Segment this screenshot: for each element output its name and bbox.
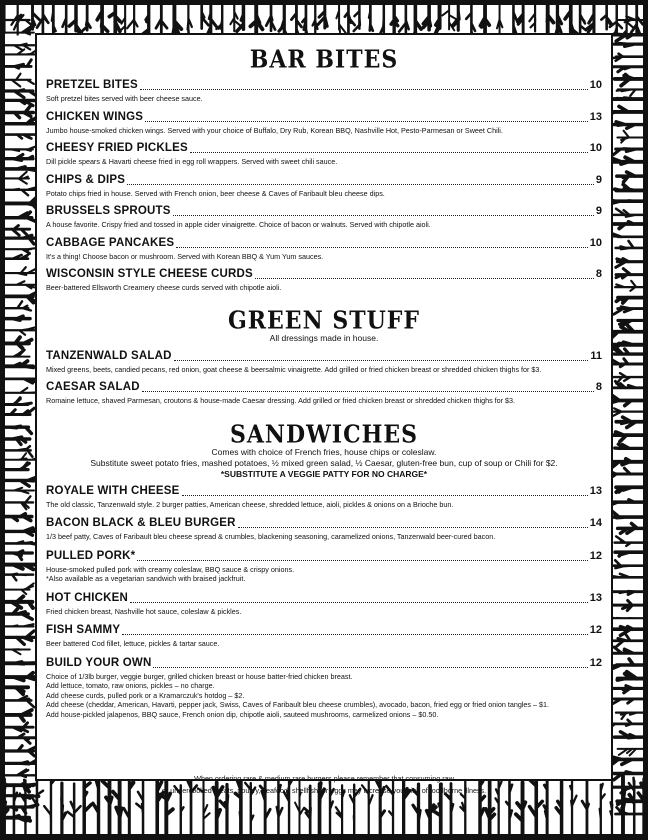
menu-content [46,45,602,719]
dot-leader [137,559,587,561]
menu-item-name: FISH SAMMY [46,624,121,636]
menu-item-description: Jumbo house-smoked chicken wings. Served with your choice of Buffalo, Dry Rub, Korean BBQ, Nashville Hot, Pesto-Parmesan or Sweet Chili. [46,125,503,135]
menu-item-row [46,484,602,499]
dot-leader [238,526,588,528]
menu-item-description: Potato chips fried in house. Served with French onion, beer cheese & Caves of Faribault bleu cheese dips. [46,188,385,198]
menu-item-row [46,78,602,93]
menu-item-row [46,110,602,125]
bar-bites-list [46,78,602,293]
menu-item [46,173,602,199]
bar-bites-section [46,45,602,293]
menu-item-name: WISCONSIN STYLE CHEESE CURDS [46,268,253,280]
tree-ornament [611,98,646,99]
menu-item [46,78,602,104]
menu-item-description: Choice of 1/3lb burger, veggie burger, grilled chicken breast or house batter-fried chicken breast. [46,671,353,681]
menu-item-price: 13 [589,591,602,604]
menu-item [46,516,602,542]
menu-item-description: Romaine lettuce, shaved Parmesan, croutons & house-made Caesar dressing. Add grilled or fried chicken breast or shredded chicken thighs for $3. [46,396,516,405]
menu-item-description: 1/3 beef patty, Caves of Faribault bleu cheese spread & crumbles, blackening seasoning, caramelized onions, Tanzenwald beer-cured bacon. [46,532,496,541]
menu-item [46,141,602,167]
menu-item-description: Dill pickle spears & Havarti cheese fried in egg roll wrappers. Served with sweet chili sauce. [46,157,338,166]
menu-item-description: Mixed greens, beets, candied pecans, red onion, goat cheese & beersalmic vinaigrette. Add grilled or fried chicken breast or shredded chicken thighs for $3. [46,364,542,374]
sandwiches-note-sides: Comes with choice of French fries, house chips or coleslaw. [211,446,437,457]
tree-ornament [2,167,34,170]
menu-item-row [46,516,602,531]
menu-item-row [46,141,602,156]
menu-item-price: 12 [589,656,602,669]
sandwiches-note-veggie: *SUBSTITUTE A VEGGIE PATTY FOR NO CHARGE* [220,468,428,479]
menu-item-price: 8 [595,381,602,393]
menu-item-price: 12 [589,624,602,636]
bar-bites-title: BAR BITES [249,45,399,75]
dot-leader [153,666,587,668]
menu-item-description: House-smoked pulled pork with creamy coleslaw, BBQ sauce & crispy onions. [46,564,295,574]
menu-item-row [46,591,602,606]
dot-leader [127,183,594,185]
menu-item-name: CHICKEN WINGS [46,110,144,123]
sandwiches-title: SANDWICHES [229,420,419,449]
sandwiches-note-substitute: Substitute sweet potato fries, mashed potatoes, ½ mixed green salad, ½ Caesar, gluten-free bun, cup of soup or Chili for $2. [90,457,558,468]
menu-item-name: PRETZEL BITES [46,79,138,91]
menu-item [46,591,602,617]
menu-item-name: CAESAR SALAD [46,381,140,393]
menu-item-name: CHIPS & DIPS [46,173,126,186]
menu-item [46,204,602,230]
tree-ornament [609,617,646,618]
menu-item-price: 12 [589,549,602,562]
menu-item [46,349,602,375]
menu-item-description: *Also available as a vegetarian sandwich with braised jackfruit. [46,574,246,583]
dot-leader [145,120,588,122]
food-safety-footer [0,773,648,797]
menu-item-price: 8 [595,268,602,280]
sandwiches-list [46,484,602,720]
menu-item-description: Soft pretzel bites served with beer cheese sauce. [46,94,203,103]
menu-item-price: 10 [589,142,602,154]
menu-item-name: ROYALE WITH CHEESE [46,484,180,497]
dot-leader [174,359,589,361]
menu-item-name: HOT CHICKEN [46,591,129,604]
menu-item [46,267,602,293]
menu-item-row [46,173,602,188]
menu-item-name: CABBAGE PANCAKES [46,236,175,249]
menu-item-price: 14 [589,517,602,529]
menu-item [46,236,602,262]
menu-item-name: PULLED PORK* [46,549,136,562]
menu-item-description: A house favorite. Crispy fried and tossed in apple cider vinaigrette. Choice of bacon or walnuts. Served with chipotle aioli. [46,220,431,229]
dot-leader [130,601,588,603]
dot-leader [176,246,588,248]
menu-item-description: Beer-battered Ellsworth Creamery cheese curds served with chipotle aioli. [46,283,282,292]
menu-item-price: 13 [589,110,602,123]
menu-item [46,623,602,649]
green-stuff-title: GREEN STUFF [227,306,421,335]
green-stuff-subtitle: All dressings made in house. [269,332,379,343]
menu-item-description: Fried chicken breast, Nashville hot sauce, coleslaw & pickles. [46,606,242,616]
footer-line-1: When ordering rare & medium rare burgers please remember that consuming raw [194,774,454,783]
dot-leader [182,494,588,496]
menu-item-row [46,236,602,251]
menu-item-price: 9 [595,173,602,186]
menu-item-price: 11 [590,349,602,362]
menu-item-description: Beer battered Cod fillet, lettuce, pickles & tartar sauce. [46,639,220,648]
menu-item [46,110,602,136]
menu-item-price: 13 [589,484,602,497]
dot-leader [122,633,588,635]
menu-item-description: Add lettuce, tomato, raw onions, pickles – no charge. [46,681,215,690]
menu-item-name: BACON BLACK & BLEU BURGER [46,517,236,529]
menu-item-row [46,204,602,219]
menu-item-name: CHEESY FRIED PICKLES [46,142,188,154]
dot-leader [190,151,588,153]
menu-item-row [46,656,602,671]
menu-item-row [46,349,602,364]
footer-line-2: or undercooked meats, poultry, seafood, shellfish, or eggs may increase your risk of foodborne illness. [161,786,487,795]
menu-item [46,380,602,406]
tree-ornament [2,662,34,664]
menu-item-description: It's a thing! Choose bacon or mushroom. Served with Korean BBQ & Yum Yum sauces. [46,251,324,261]
menu-item-description: Add cheese (cheddar, American, Havarti, pepper jack, Swiss, Caves of Faribault bleu cheese crumbles), avocado, bacon, fried egg or fried onion tangles – $1. [46,700,550,709]
menu-item-row [46,267,602,282]
menu-item-description: Add house-pickled jalapenos, BBQ sauce, French onion dip, chipotle aioli, sauteed mushrooms, carmelized onions – $0.50. [46,709,439,719]
menu-item [46,549,602,584]
sandwiches-section [46,420,602,720]
green-stuff-section [46,306,602,406]
menu-item-name: TANZENWALD SALAD [46,349,172,362]
menu-item-price: 10 [589,79,602,91]
menu-item-name: BRUSSELS SPROUTS [46,205,171,217]
menu-item-description: The old classic, Tanzenwald style. 2 burger patties, American cheese, shredded lettuce, aioli, pickles & onions on a Brioche bun. [46,499,454,509]
dot-leader [142,390,594,392]
dot-leader [140,88,588,90]
menu-item-row [46,549,602,564]
menu-item-name: BUILD YOUR OWN [46,656,152,669]
menu-item-row [46,623,602,638]
menu-item [46,656,602,720]
menu-item-price: 10 [589,236,602,249]
menu-item-description: Add cheese curds, pulled pork or a Kramarczuk's hotdog – $2. [46,690,245,700]
menu-item-row [46,380,602,395]
dot-leader [255,277,594,279]
dot-leader [173,214,594,216]
menu-item-price: 9 [595,205,602,217]
menu-item [46,484,602,510]
green-stuff-list [46,349,602,406]
